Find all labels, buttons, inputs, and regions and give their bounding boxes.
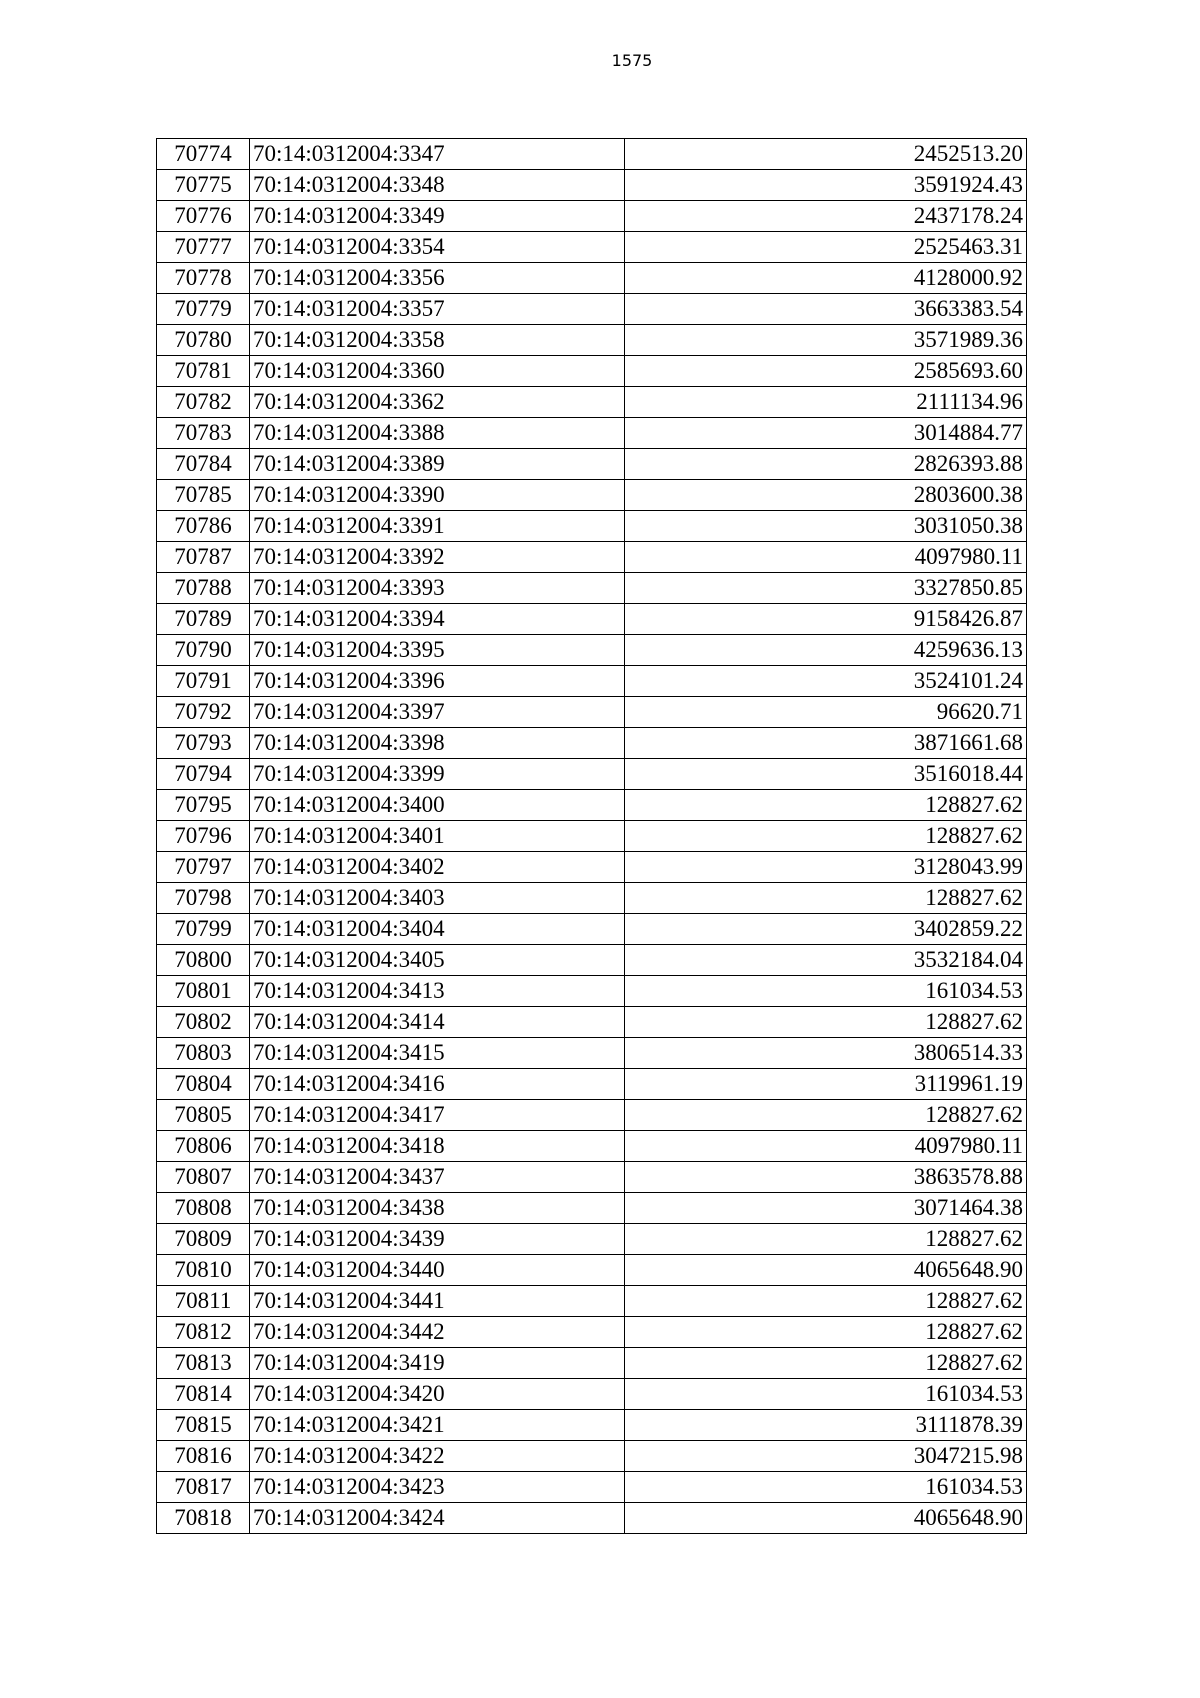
cadastral-number-cell: 70:14:0312004:3415 [250, 1038, 625, 1069]
table-row [157, 201, 1027, 232]
table-row [157, 976, 1027, 1007]
row-number-cell: 70797 [157, 852, 250, 883]
cadastral-number-cell: 70:14:0312004:3413 [250, 976, 625, 1007]
cadastral-number-cell: 70:14:0312004:3424 [250, 1503, 625, 1534]
cadastral-value-cell: 3871661.68 [625, 728, 1027, 759]
row-number-cell: 70816 [157, 1441, 250, 1472]
cadastral-value-cell: 3111878.39 [625, 1410, 1027, 1441]
cadastral-number-cell: 70:14:0312004:3348 [250, 170, 625, 201]
table-row [157, 1131, 1027, 1162]
cadastral-number-cell: 70:14:0312004:3360 [250, 356, 625, 387]
row-number-cell: 70800 [157, 945, 250, 976]
table-row [157, 1162, 1027, 1193]
cadastral-value-cell: 128827.62 [625, 790, 1027, 821]
row-number-cell: 70804 [157, 1069, 250, 1100]
cadastral-value-cell: 3571989.36 [625, 325, 1027, 356]
cadastral-number-cell: 70:14:0312004:3354 [250, 232, 625, 263]
cadastral-value-cell: 3663383.54 [625, 294, 1027, 325]
cadastral-number-cell: 70:14:0312004:3441 [250, 1286, 625, 1317]
row-number-cell: 70777 [157, 232, 250, 263]
row-number-cell: 70805 [157, 1100, 250, 1131]
cadastral-number-cell: 70:14:0312004:3402 [250, 852, 625, 883]
cadastral-value-cell: 128827.62 [625, 1100, 1027, 1131]
cadastral-number-cell: 70:14:0312004:3392 [250, 542, 625, 573]
cadastral-number-cell: 70:14:0312004:3396 [250, 666, 625, 697]
row-number-cell: 70786 [157, 511, 250, 542]
table-row [157, 914, 1027, 945]
cadastral-number-cell: 70:14:0312004:3347 [250, 139, 625, 170]
cadastral-number-cell: 70:14:0312004:3439 [250, 1224, 625, 1255]
cadastral-number-cell: 70:14:0312004:3349 [250, 201, 625, 232]
table-row [157, 1503, 1027, 1534]
cadastral-number-cell: 70:14:0312004:3401 [250, 821, 625, 852]
row-number-cell: 70795 [157, 790, 250, 821]
cadastral-value-cell: 3591924.43 [625, 170, 1027, 201]
cadastral-value-cell: 2525463.31 [625, 232, 1027, 263]
table-row [157, 883, 1027, 914]
cadastral-number-cell: 70:14:0312004:3438 [250, 1193, 625, 1224]
cadastral-value-cell: 2437178.24 [625, 201, 1027, 232]
row-number-cell: 70790 [157, 635, 250, 666]
table-row [157, 1069, 1027, 1100]
table-row [157, 449, 1027, 480]
cadastral-value-cell: 9158426.87 [625, 604, 1027, 635]
row-number-cell: 70801 [157, 976, 250, 1007]
cadastral-value-cell: 161034.53 [625, 1472, 1027, 1503]
table-row [157, 387, 1027, 418]
cadastral-value-cell: 3031050.38 [625, 511, 1027, 542]
row-number-cell: 70798 [157, 883, 250, 914]
table-row [157, 1317, 1027, 1348]
cadastral-value-cell: 128827.62 [625, 1224, 1027, 1255]
cadastral-value-cell: 128827.62 [625, 821, 1027, 852]
row-number-cell: 70808 [157, 1193, 250, 1224]
row-number-cell: 70793 [157, 728, 250, 759]
row-number-cell: 70818 [157, 1503, 250, 1534]
row-number-cell: 70785 [157, 480, 250, 511]
table-row [157, 821, 1027, 852]
cadastral-number-cell: 70:14:0312004:3398 [250, 728, 625, 759]
table-row [157, 1410, 1027, 1441]
cadastral-number-cell: 70:14:0312004:3388 [250, 418, 625, 449]
table-row [157, 511, 1027, 542]
cadastral-number-cell: 70:14:0312004:3422 [250, 1441, 625, 1472]
cadastral-number-cell: 70:14:0312004:3423 [250, 1472, 625, 1503]
cadastral-value-cell: 2803600.38 [625, 480, 1027, 511]
row-number-cell: 70788 [157, 573, 250, 604]
table-row [157, 1193, 1027, 1224]
table-row [157, 945, 1027, 976]
cadastral-number-cell: 70:14:0312004:3389 [250, 449, 625, 480]
cadastral-number-cell: 70:14:0312004:3356 [250, 263, 625, 294]
cadastral-value-cell: 2585693.60 [625, 356, 1027, 387]
row-number-cell: 70792 [157, 697, 250, 728]
cadastral-value-cell: 3047215.98 [625, 1441, 1027, 1472]
cadastral-value-cell: 3119961.19 [625, 1069, 1027, 1100]
cadastral-number-cell: 70:14:0312004:3421 [250, 1410, 625, 1441]
cadastral-number-cell: 70:14:0312004:3417 [250, 1100, 625, 1131]
cadastral-number-cell: 70:14:0312004:3394 [250, 604, 625, 635]
cadastral-number-cell: 70:14:0312004:3416 [250, 1069, 625, 1100]
cadastral-number-cell: 70:14:0312004:3437 [250, 1162, 625, 1193]
cadastral-number-cell: 70:14:0312004:3362 [250, 387, 625, 418]
row-number-cell: 70776 [157, 201, 250, 232]
cadastral-value-cell: 128827.62 [625, 1286, 1027, 1317]
table-row [157, 1007, 1027, 1038]
cadastral-value-cell: 161034.53 [625, 976, 1027, 1007]
table-body [157, 139, 1027, 1534]
row-number-cell: 70780 [157, 325, 250, 356]
cadastral-value-table [156, 138, 1027, 1534]
cadastral-number-cell: 70:14:0312004:3397 [250, 697, 625, 728]
row-number-cell: 70811 [157, 1286, 250, 1317]
cadastral-number-cell: 70:14:0312004:3442 [250, 1317, 625, 1348]
cadastral-value-cell: 128827.62 [625, 883, 1027, 914]
row-number-cell: 70787 [157, 542, 250, 573]
table-row [157, 697, 1027, 728]
table-row [157, 325, 1027, 356]
cadastral-value-cell: 3532184.04 [625, 945, 1027, 976]
cadastral-value-cell: 3806514.33 [625, 1038, 1027, 1069]
cadastral-value-cell: 2826393.88 [625, 449, 1027, 480]
row-number-cell: 70789 [157, 604, 250, 635]
cadastral-value-cell: 2111134.96 [625, 387, 1027, 418]
cadastral-number-cell: 70:14:0312004:3403 [250, 883, 625, 914]
cadastral-value-cell: 3863578.88 [625, 1162, 1027, 1193]
cadastral-number-cell: 70:14:0312004:3440 [250, 1255, 625, 1286]
cadastral-number-cell: 70:14:0312004:3405 [250, 945, 625, 976]
cadastral-value-cell: 3128043.99 [625, 852, 1027, 883]
cadastral-value-cell: 128827.62 [625, 1317, 1027, 1348]
table-row [157, 1441, 1027, 1472]
table-row [157, 418, 1027, 449]
table-row [157, 232, 1027, 263]
row-number-cell: 70817 [157, 1472, 250, 1503]
cadastral-number-cell: 70:14:0312004:3418 [250, 1131, 625, 1162]
table-row [157, 139, 1027, 170]
table-row [157, 790, 1027, 821]
cadastral-number-cell: 70:14:0312004:3414 [250, 1007, 625, 1038]
table-row [157, 635, 1027, 666]
table-row [157, 604, 1027, 635]
cadastral-number-cell: 70:14:0312004:3390 [250, 480, 625, 511]
cadastral-number-cell: 70:14:0312004:3419 [250, 1348, 625, 1379]
table-row [157, 666, 1027, 697]
cadastral-value-cell: 3516018.44 [625, 759, 1027, 790]
row-number-cell: 70803 [157, 1038, 250, 1069]
row-number-cell: 70814 [157, 1379, 250, 1410]
cadastral-number-cell: 70:14:0312004:3400 [250, 790, 625, 821]
cadastral-value-cell: 3071464.38 [625, 1193, 1027, 1224]
table-row [157, 356, 1027, 387]
table-row [157, 728, 1027, 759]
cadastral-value-cell: 161034.53 [625, 1379, 1027, 1410]
row-number-cell: 70794 [157, 759, 250, 790]
cadastral-value-cell: 3524101.24 [625, 666, 1027, 697]
cadastral-number-cell: 70:14:0312004:3399 [250, 759, 625, 790]
table-row [157, 1255, 1027, 1286]
cadastral-value-cell: 128827.62 [625, 1007, 1027, 1038]
row-number-cell: 70799 [157, 914, 250, 945]
table-row [157, 480, 1027, 511]
row-number-cell: 70781 [157, 356, 250, 387]
row-number-cell: 70806 [157, 1131, 250, 1162]
row-number-cell: 70810 [157, 1255, 250, 1286]
cadastral-number-cell: 70:14:0312004:3391 [250, 511, 625, 542]
table-row [157, 1224, 1027, 1255]
table-row [157, 1348, 1027, 1379]
cadastral-value-cell: 2452513.20 [625, 139, 1027, 170]
cadastral-value-cell: 4065648.90 [625, 1255, 1027, 1286]
row-number-cell: 70791 [157, 666, 250, 697]
table-row [157, 852, 1027, 883]
cadastral-number-cell: 70:14:0312004:3420 [250, 1379, 625, 1410]
cadastral-number-cell: 70:14:0312004:3358 [250, 325, 625, 356]
table-row [157, 1379, 1027, 1410]
row-number-cell: 70774 [157, 139, 250, 170]
row-number-cell: 70779 [157, 294, 250, 325]
row-number-cell: 70783 [157, 418, 250, 449]
row-number-cell: 70809 [157, 1224, 250, 1255]
table-row [157, 1100, 1027, 1131]
cadastral-number-cell: 70:14:0312004:3404 [250, 914, 625, 945]
row-number-cell: 70775 [157, 170, 250, 201]
row-number-cell: 70796 [157, 821, 250, 852]
table-row [157, 1038, 1027, 1069]
cadastral-value-cell: 96620.71 [625, 697, 1027, 728]
row-number-cell: 70813 [157, 1348, 250, 1379]
cadastral-value-cell: 3402859.22 [625, 914, 1027, 945]
table-row [157, 759, 1027, 790]
table-row [157, 573, 1027, 604]
cadastral-value-cell: 4065648.90 [625, 1503, 1027, 1534]
table-row [157, 1286, 1027, 1317]
cadastral-value-cell: 128827.62 [625, 1348, 1027, 1379]
table-row [157, 1472, 1027, 1503]
cadastral-value-cell: 4128000.92 [625, 263, 1027, 294]
table-row [157, 294, 1027, 325]
cadastral-number-cell: 70:14:0312004:3395 [250, 635, 625, 666]
cadastral-value-cell: 4097980.11 [625, 1131, 1027, 1162]
row-number-cell: 70812 [157, 1317, 250, 1348]
cadastral-number-cell: 70:14:0312004:3357 [250, 294, 625, 325]
cadastral-value-cell: 3327850.85 [625, 573, 1027, 604]
row-number-cell: 70815 [157, 1410, 250, 1441]
cadastral-value-cell: 4097980.11 [625, 542, 1027, 573]
row-number-cell: 70807 [157, 1162, 250, 1193]
cadastral-value-cell: 3014884.77 [625, 418, 1027, 449]
row-number-cell: 70778 [157, 263, 250, 294]
cadastral-value-cell: 4259636.13 [625, 635, 1027, 666]
table-row [157, 170, 1027, 201]
table-row [157, 542, 1027, 573]
table-row [157, 263, 1027, 294]
page-number: 1575 [611, 51, 653, 70]
row-number-cell: 70802 [157, 1007, 250, 1038]
row-number-cell: 70784 [157, 449, 250, 480]
row-number-cell: 70782 [157, 387, 250, 418]
cadastral-number-cell: 70:14:0312004:3393 [250, 573, 625, 604]
